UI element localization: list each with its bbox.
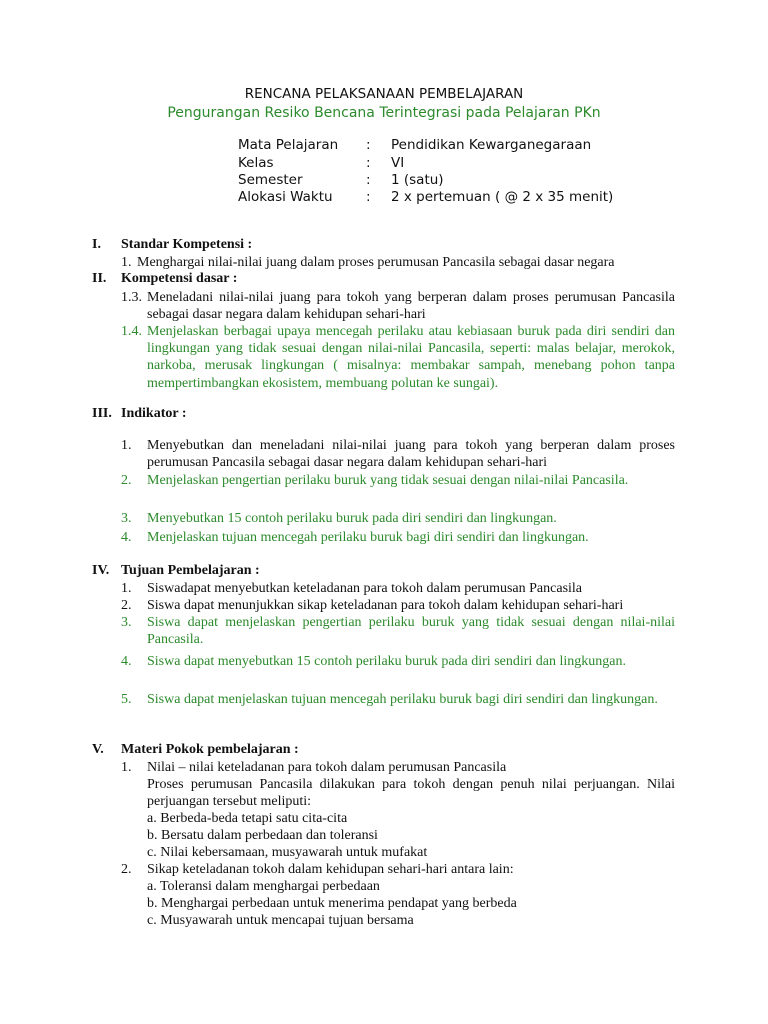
item-number: 1.3. <box>121 290 142 305</box>
identity-colon: : <box>366 172 371 188</box>
identity-value: Pendidikan Kewarganegaraan <box>391 137 592 153</box>
list-item <box>121 861 676 879</box>
document-subtitle: Pengurangan Resiko Bencana Terintegrasi pada Pelajaran PKn <box>167 105 601 121</box>
section-number: V. <box>92 742 104 757</box>
identity-colon: : <box>366 189 371 205</box>
section-number: IV. <box>92 563 110 578</box>
item-number: 4. <box>121 530 132 545</box>
item-number: 1. <box>121 255 132 270</box>
item-text: Menjelaskan tujuan mencegah perilaku buruk bagi diri sendiri dan lingkungan. <box>147 530 589 545</box>
section-number: III. <box>92 406 112 421</box>
item-number: 1. <box>121 581 132 596</box>
item-text: Menyebutkan dan meneladani nilai-nilai juang para tokoh yang berperan dalam proses perumusan Pancasila sebagai dasar negara dalam kehidupan sehari-hari <box>147 438 675 471</box>
section-number: I. <box>92 237 101 252</box>
sub-item: a. Toleransi dalam menghargai perbedaan <box>147 879 380 894</box>
item-text: Siswa dapat menunjukkan sikap keteladanan para tokoh dalam kehidupan sehari-hari <box>147 598 624 613</box>
item-text: Sikap keteladanan tokoh dalam kehidupan sehari-hari antara lain: <box>147 862 514 877</box>
identity-key: Semester <box>238 172 303 188</box>
sub-item: b. Bersatu dalam perbedaan dan toleransi <box>147 828 378 843</box>
identity-value: 1 (satu) <box>391 172 444 188</box>
section-title: Kompetensi dasar : <box>121 271 238 286</box>
item-number: 1. <box>121 760 132 775</box>
section-number: II. <box>92 271 107 286</box>
item-text: Menjelaskan berbagai upaya mencegah perilaku atau kebiasaan buruk pada diri sendiri dan lingkungan yang tidak sesuai dengan nilai-nilai Pancasila, seperti: malas belajar, merokok, narkoba, merusak lingkungan ( misalnya: membakar sampah, menebang pohon tanpa mempertimbangkan ekosistem, membuang polutan ke sungai). <box>147 324 675 391</box>
item-text: Menjelaskan pengertian perilaku buruk yang tidak sesuai dengan nilai-nilai Pancasila. <box>147 473 629 488</box>
item-number: 2. <box>121 862 132 877</box>
sub-item: c. Musyawarah untuk mencapai tujuan bersama <box>147 913 414 928</box>
identity-value: VI <box>391 155 405 171</box>
list-item <box>121 759 676 777</box>
identity-key: Kelas <box>238 155 274 171</box>
item-number: 2. <box>121 598 132 613</box>
item-number: 3. <box>121 615 132 630</box>
item-number: 5. <box>121 692 132 707</box>
item-text: Menghargai nilai-nilai juang dalam proses perumusan Pancasila sebagai dasar negara <box>137 255 615 270</box>
section-title: Standar Kompetensi : <box>121 237 253 252</box>
identity-colon: : <box>366 137 371 153</box>
item-number: 4. <box>121 654 132 669</box>
item-text: Meneladani nilai-nilai juang para tokoh yang berperan dalam proses perumusan Pancasila sebagai dasar negara dalam kehidupan sehari-hari <box>147 290 675 323</box>
item-text: Siswa dapat menyebutkan 15 contoh perilaku buruk pada diri sendiri dan lingkungan. <box>147 654 627 669</box>
item-number: 2. <box>121 473 132 488</box>
identity-colon: : <box>366 155 371 171</box>
material-paragraph: Proses perumusan Pancasila dilakukan para tokoh dengan penuh nilai perjuangan. Nilai perjuangan tersebut meliputi: <box>147 777 675 810</box>
document-title: RENCANA PELAKSANAAN PEMBELAJARAN <box>244 86 524 102</box>
section-title: Materi Pokok pembelajaran : <box>121 742 299 757</box>
sub-item: a. Berbeda-beda tetapi satu cita-cita <box>147 811 348 826</box>
item-text: Siswa dapat menjelaskan tujuan mencegah perilaku buruk bagi diri sendiri dan lingkungan. <box>147 692 658 707</box>
item-number: 1. <box>121 438 132 453</box>
sub-item: c. Nilai kebersamaan, musyawarah untuk mufakat <box>147 845 428 860</box>
item-text: Menyebutkan 15 contoh perilaku buruk pada diri sendiri dan lingkungan. <box>147 511 557 526</box>
identity-key: Alokasi Waktu <box>238 189 333 205</box>
item-number: 3. <box>121 511 132 526</box>
item-text: Siswa dapat menjelaskan pengertian perilaku buruk yang tidak sesuai dengan nilai-nilai Pancasila. <box>147 615 675 648</box>
identity-value: 2 x pertemuan ( @ 2 x 35 menit) <box>391 189 614 205</box>
section-title: Tujuan Pembelajaran : <box>121 563 260 578</box>
sub-item: b. Menghargai perbedaan untuk menerima pendapat yang berbeda <box>147 896 517 911</box>
list-item <box>121 254 681 272</box>
item-text: Nilai – nilai keteladanan para tokoh dalam perumusan Pancasila <box>147 760 507 775</box>
section-title: Indikator : <box>121 406 187 421</box>
identity-key: Mata Pelajaran <box>238 137 339 153</box>
item-number: 1.4. <box>121 324 142 339</box>
item-text: Siswadapat menyebutkan keteladanan para tokoh dalam perumusan Pancasila <box>147 581 583 596</box>
